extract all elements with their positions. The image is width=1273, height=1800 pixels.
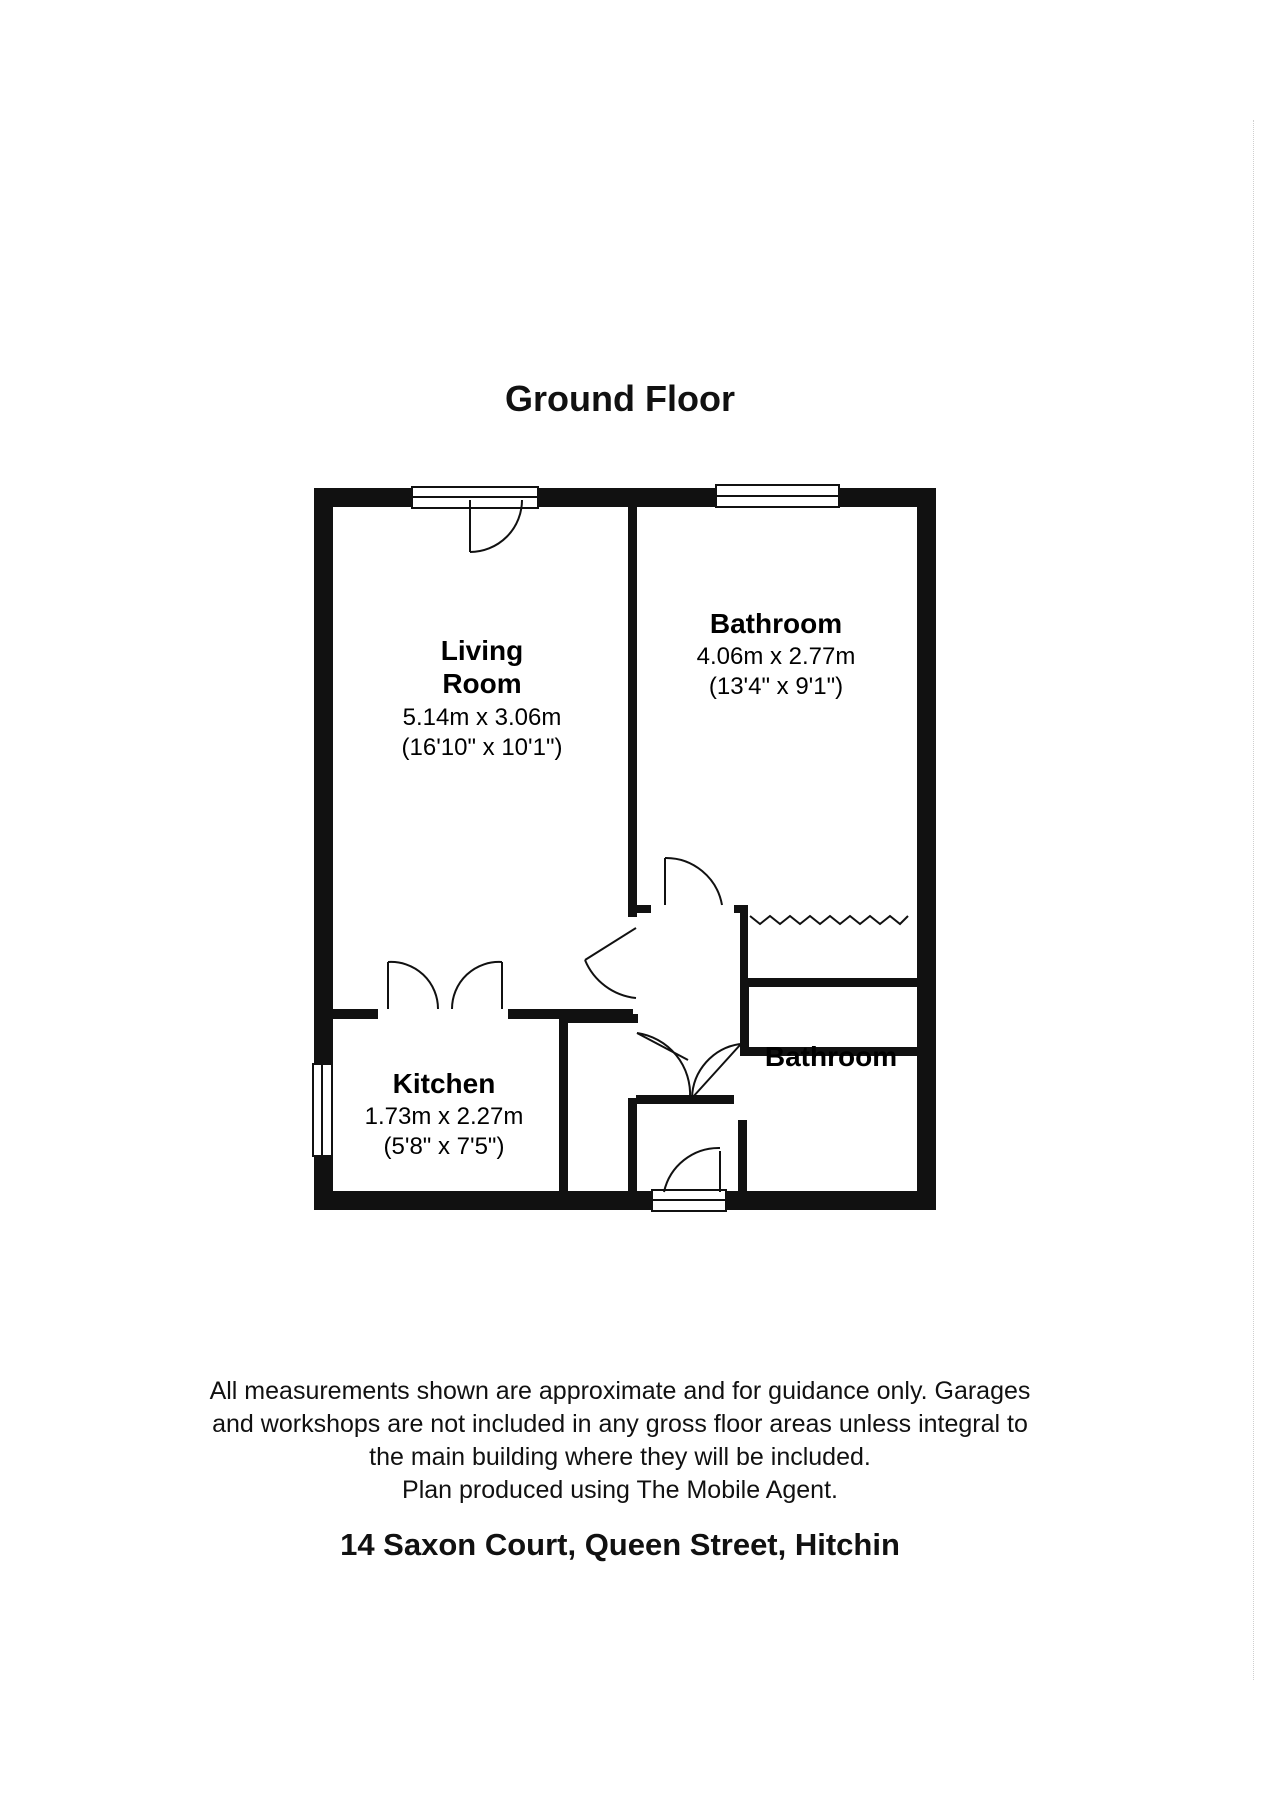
bathroom-name: Bathroom <box>764 1041 898 1072</box>
kitchen-dim-imperial: (5'8" x 7'5") <box>383 1133 505 1160</box>
living-room-name-line2: Room <box>442 668 522 699</box>
scan-edge-line <box>1253 120 1255 1680</box>
kitchen-dim-metric: 1.73m x 2.27m <box>364 1103 524 1130</box>
living-room-name-line1: Living <box>440 635 524 666</box>
outer-walls <box>314 488 936 1210</box>
disclaimer-line: All measurements shown are approximate and for guidance only. Garages <box>209 1377 1031 1405</box>
disclaimer-line: the main building where they will be included. <box>369 1443 871 1471</box>
disclaimer <box>140 1375 1100 1507</box>
bedroom-name: Bathroom <box>709 608 843 639</box>
bedroom-dim-metric: 4.06m x 2.77m <box>696 643 856 670</box>
disclaimer-line: and workshops are not included in any gross floor areas unless integral to <box>212 1410 1028 1438</box>
disclaimer-line: Plan produced using The Mobile Agent. <box>402 1476 838 1504</box>
living-room-dim-imperial: (16'10" x 10'1") <box>401 734 563 761</box>
bedroom-dim-imperial: (13'4" x 9'1") <box>708 673 844 700</box>
property-address: 14 Saxon Court, Queen Street, Hitchin <box>340 1527 900 1562</box>
wardrobe-sliding-doors <box>750 916 908 924</box>
kitchen-name: Kitchen <box>392 1068 496 1099</box>
floor-title: Ground Floor <box>505 378 735 419</box>
living-room-dim-metric: 5.14m x 3.06m <box>402 704 562 731</box>
